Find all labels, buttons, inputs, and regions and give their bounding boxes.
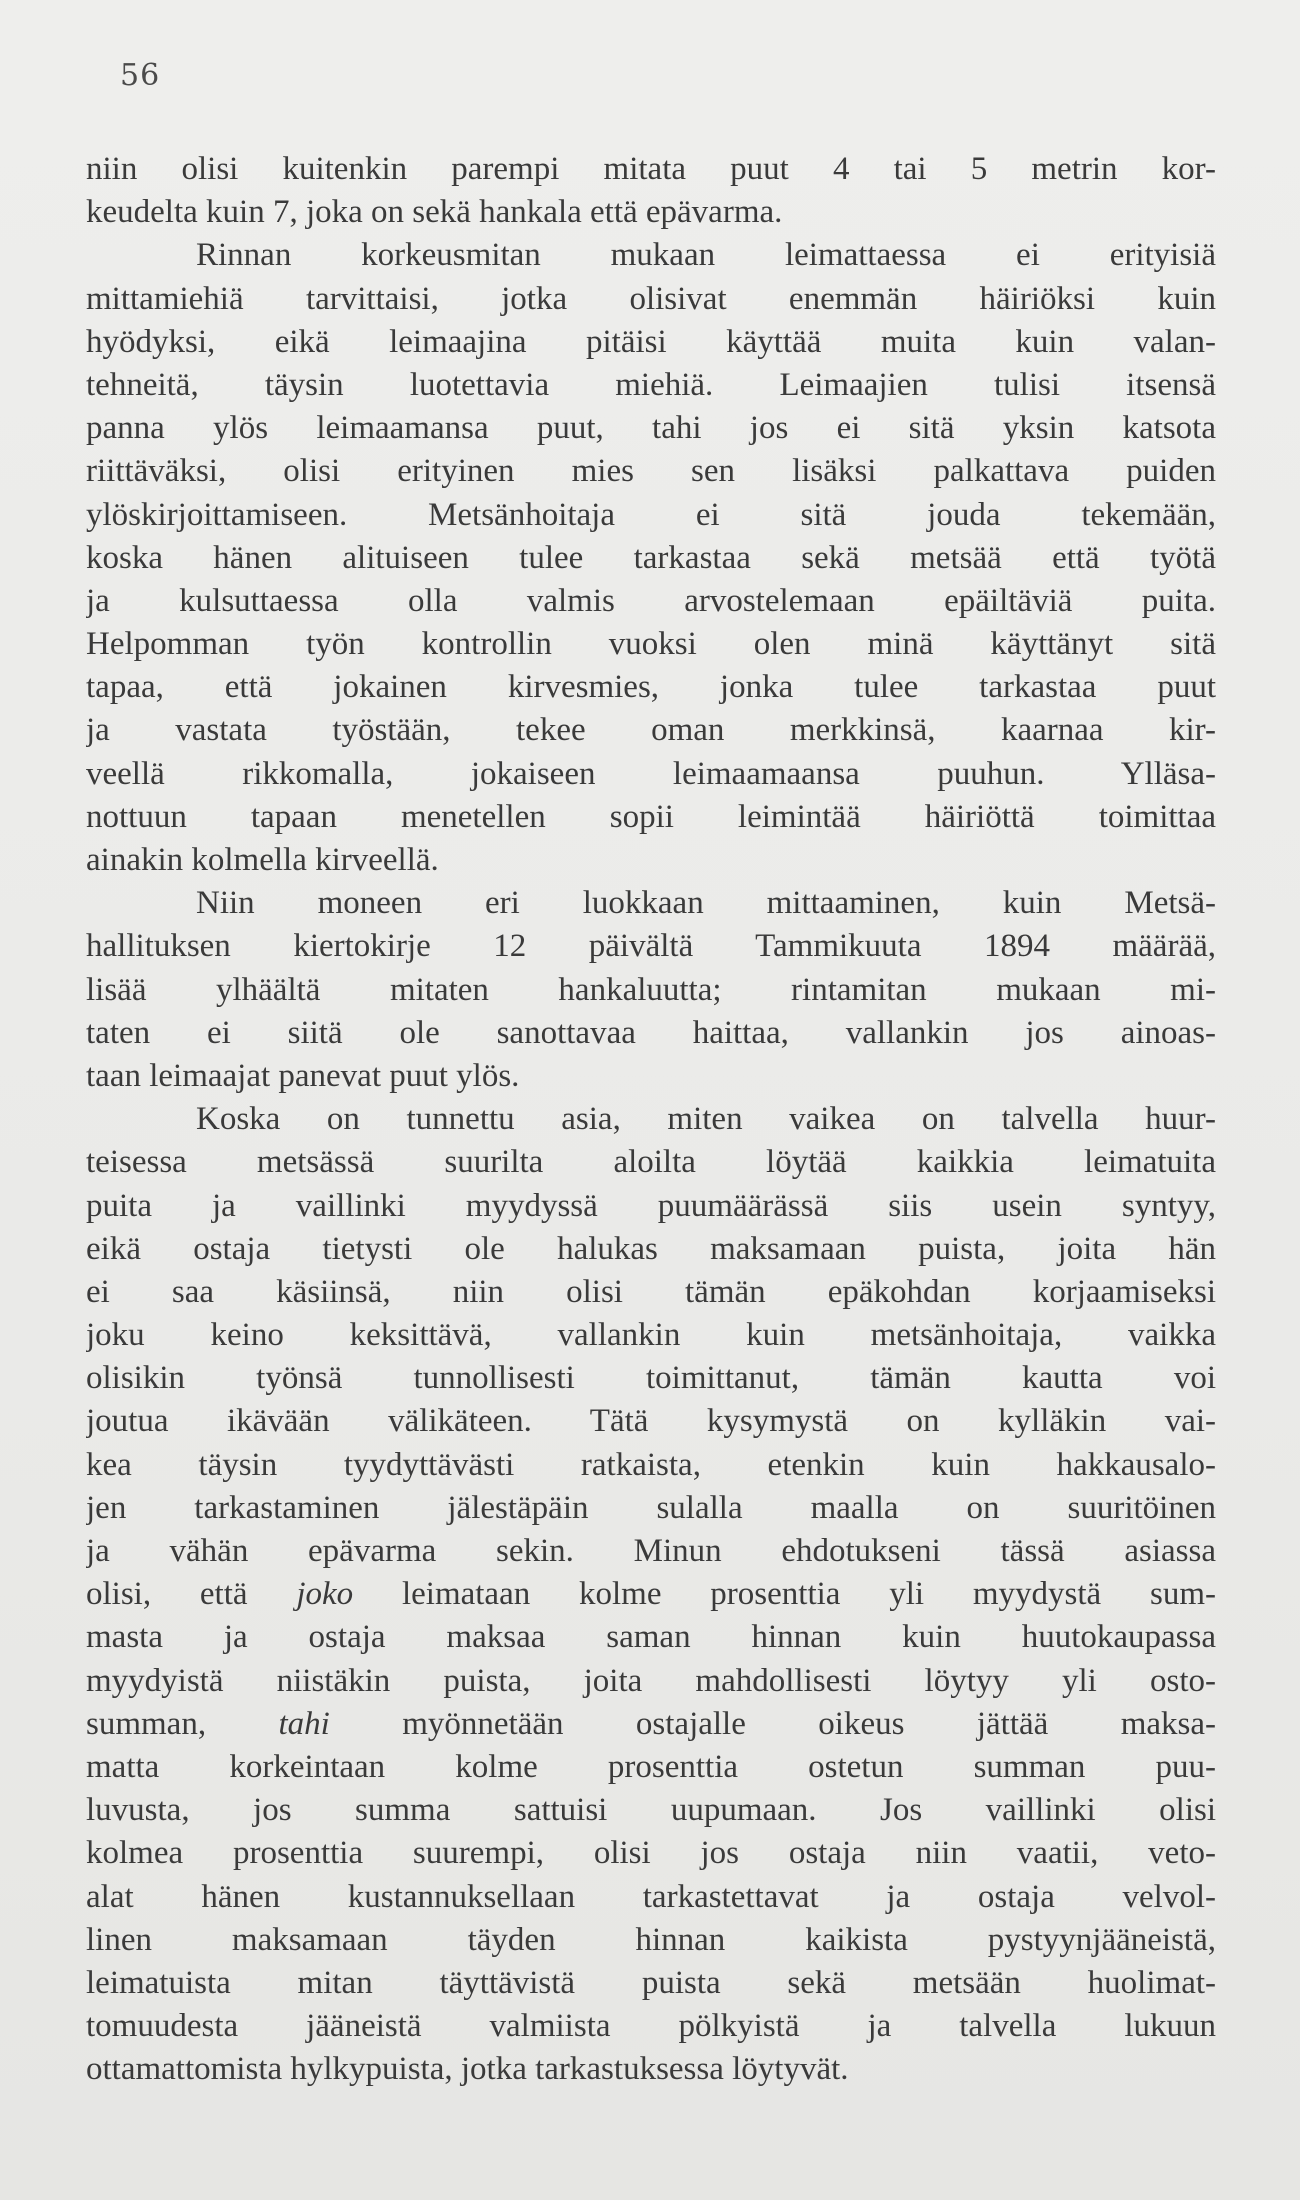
text-line: myydyistä niistäkin puista, joita mahdollisesti löytyy yli osto-: [86, 1662, 1216, 1699]
text-line: riittäväksi, olisi erityinen mies sen lisäksi palkattava puiden: [86, 453, 1216, 490]
text-line: kolmea prosenttia suurempi, olisi jos ostaja niin vaatii, veto-: [86, 1835, 1216, 1872]
text-line: [86, 1573, 1216, 1616]
text-line: Niin moneen eri luokkaan mittaaminen, kuin Metsä-: [196, 885, 1216, 922]
text-line: jen tarkastaminen jälestäpäin sulalla maalla on suuritöinen: [86, 1489, 1216, 1526]
text-line: tomuudesta jääneistä valmiista pölkyistä ja talvella lukuun: [86, 2008, 1216, 2045]
text-line: Koska on tunnettu asia, miten vaikea on talvella huur-: [196, 1101, 1216, 1138]
text-line: ja kulsuttaessa olla valmis arvostelemaan epäiltäviä puita.: [86, 582, 1216, 619]
text-line: hallituksen kiertokirje 12 päivältä Tammikuuta 1894 määrää,: [86, 928, 1216, 965]
text-line: joku keino keksittävä, vallankin kuin metsänhoitaja, vaikka: [86, 1317, 1216, 1354]
text-line: taten ei siitä ole sanottavaa haittaa, vallankin jos ainoas-: [86, 1014, 1216, 1051]
text-line: Rinnan korkeusmitan mukaan leimattaessa ei erityisiä: [196, 237, 1216, 274]
text-line: niin olisi kuitenkin parempi mitata puut 4 tai 5 metrin kor-: [86, 151, 1216, 187]
text-line: masta ja ostaja maksaa saman hinnan kuin huutokaupassa: [86, 1619, 1216, 1656]
text-line: koska hänen alituiseen tulee tarkastaa sekä metsää että työtä: [86, 539, 1216, 576]
text-line: ja vastata työstään, tekee oman merkkinsä, kaarnaa kir-: [86, 712, 1216, 749]
text-line: luvusta, jos summa sattuisi uupumaan. Jos vaillinki olisi: [86, 1792, 1216, 1829]
text-line: Helpomman työn kontrollin vuoksi olen minä käyttänyt sitä: [86, 626, 1216, 663]
text-line: ottamattomista hylkypuista, jotka tarkastuksessa löytyvät.: [86, 2051, 849, 2088]
text-line: ainakin kolmella kirveellä.: [86, 842, 439, 878]
emphasis-joko: joko: [296, 1576, 354, 1613]
text-run: olisi, että: [86, 1576, 297, 1613]
emphasis-tahi: tahi: [278, 1705, 330, 1742]
text-line: mittamiehiä tarvittaisi, jotka olisivat enemmän häiriöksi kuin: [86, 280, 1216, 317]
text-line: puita ja vaillinki myydyssä puumäärässä siis usein syntyy,: [86, 1187, 1216, 1224]
text-line: tehneitä, täysin luotettavia miehiä. Leimaajien tulisi itsensä: [86, 366, 1216, 403]
text-line: kea täysin tyydyttävästi ratkaista, etenkin kuin hakkausalo-: [86, 1446, 1216, 1483]
text-run: myönnetään ostajalle oikeus jättää maksa-: [329, 1705, 1216, 1742]
text-run: summan,: [86, 1705, 279, 1742]
body-text: [86, 148, 1216, 2091]
text-line: linen maksamaan täyden hinnan kaikista pystyynjääneistä,: [86, 1921, 1216, 1958]
text-line: nottuun tapaan menetellen sopii leimintää häiriöttä toimittaa: [86, 798, 1216, 835]
text-line: veellä rikkomalla, jokaiseen leimaamaansa puuhun. Ylläsa-: [86, 755, 1216, 792]
text-line: alat hänen kustannuksellaan tarkastettavat ja ostaja velvol-: [86, 1878, 1216, 1915]
page-number: 56: [120, 58, 161, 93]
text-line: olisikin työnsä tunnollisesti toimittanut, tämän kautta voi: [86, 1360, 1216, 1397]
text-line: ei saa käsiinsä, niin olisi tämän epäkohdan korjaamiseksi: [86, 1273, 1216, 1310]
text-line: ja vähän epävarma sekin. Minun ehdotukseni tässä asiassa: [86, 1533, 1216, 1569]
text-line: leimatuista mitan täyttävistä puista sekä metsään huolimat-: [86, 1964, 1216, 2001]
text-line: hyödyksi, eikä leimaajina pitäisi käyttää muita kuin valan-: [86, 323, 1216, 360]
text-line: joutua ikävään välikäteen. Tätä kysymystä on kylläkin vai-: [86, 1403, 1216, 1440]
text-line: [86, 1703, 1216, 1746]
text-line: lisää ylhäältä mitaten hankaluutta; rintamitan mukaan mi-: [86, 971, 1216, 1008]
text-line: tapaa, että jokainen kirvesmies, jonka tulee tarkastaa puut: [86, 669, 1216, 706]
text-line: panna ylös leimaamansa puut, tahi jos ei sitä yksin katsota: [86, 410, 1216, 447]
text-line: ylöskirjoittamiseen. Metsänhoitaja ei sitä jouda tekemään,: [86, 496, 1216, 533]
text-line: matta korkeintaan kolme prosenttia ostetun summan puu-: [86, 1748, 1216, 1785]
text-line: keudelta kuin 7, joka on sekä hankala että epävarma.: [86, 194, 783, 231]
text-line: taan leimaajat panevat puut ylös.: [86, 1057, 520, 1094]
text-run: leimataan kolme prosenttia yli myydystä sum-: [353, 1576, 1216, 1613]
text-line: eikä ostaja tietysti ole halukas maksamaan puista, joita hän: [86, 1230, 1216, 1267]
text-line: teisessa metsässä suurilta aloilta löytää kaikkia leimatuita: [86, 1144, 1216, 1181]
